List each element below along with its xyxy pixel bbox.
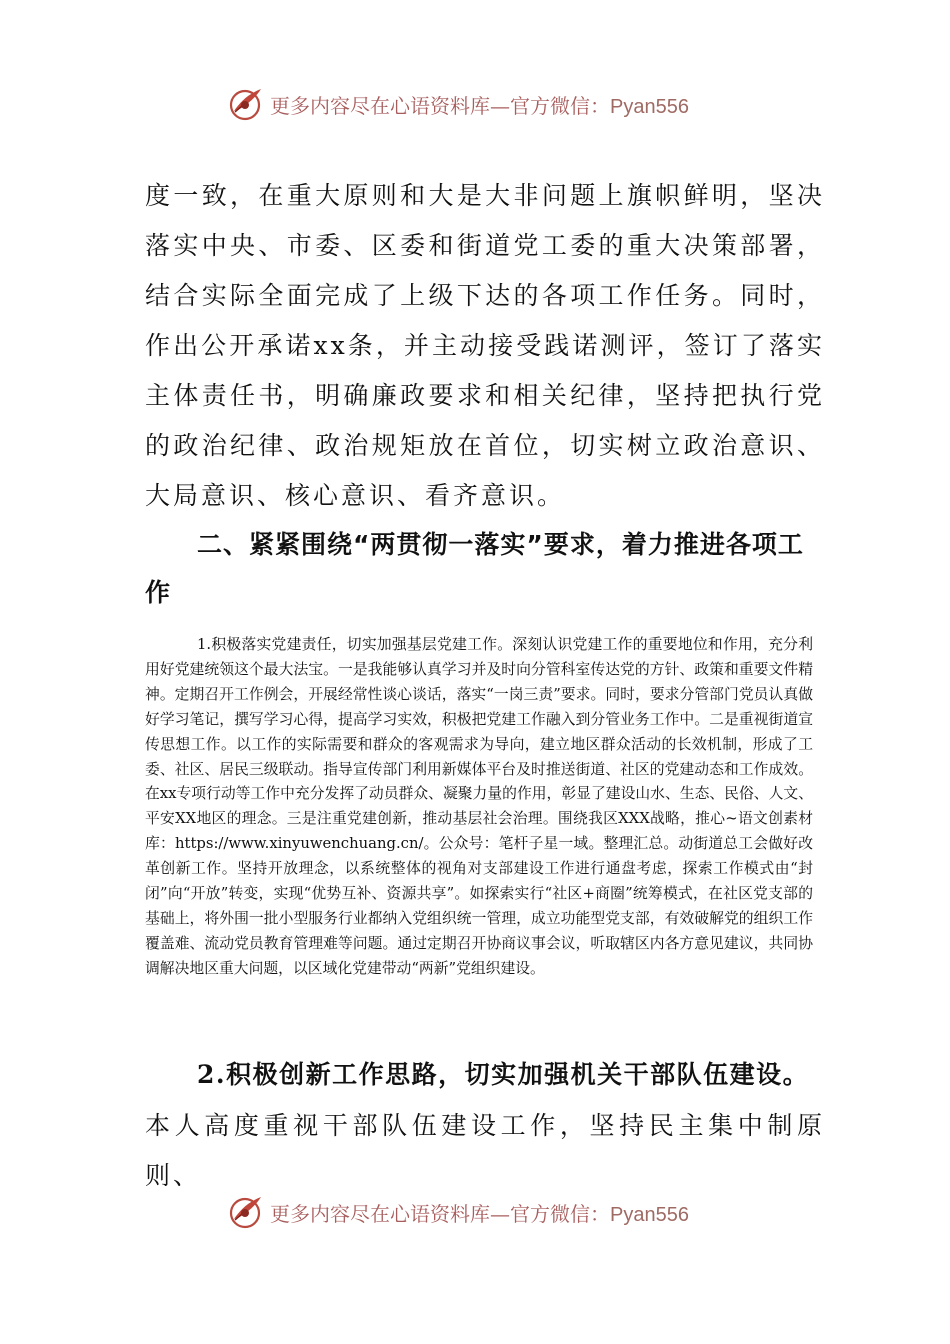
body-paragraph-bottom: 本人高度重视干部队伍建设工作，坚持民主集中制原则、	[145, 1111, 825, 1190]
wechat-id: Pyan556	[610, 1203, 689, 1226]
watermark-text: 更多内容尽在心语资料库—官方微信：Pyan556	[270, 1201, 689, 1226]
body-paragraph-1: 1.积极落实党建责任，切实加强基层党建工作。深刻认识党建工作的重要地位和作用，充分利用好党建统领这个最大法宝。一是我能够认真学习并及时向分管科室传达党的方针、政策和重要文件精神。定期召开工作例会，开展经常性谈心谈话，落实“一岗三责”要求。同时，要求分管部门党员认真做好学习笔记，撰写学习心得，提高学习实效，积极把党建工作融入到分管业务工作中。二是重视街道宣传思想工作。以工作的实际需要和群众的客观需求为导向，建立地区群众活动的长效机制，形成了工委、社区、居民三级联动。指导宣传部门利用新媒体平台及时推送街道、社区的党建动态和工作成效。在xx专项行动等工作中充分发挥了动员群众、凝聚力量的作用，彰显了建设山水、生态、民俗、人文、平安XX地区的理念。三是注重党建创新，推动基层社会治理。围绕我区XXX战略，推心~语文创素材库：https://www.xinyuwenchuang.cn/。公众号：笔杆子星一域。整理汇总。动街道总工会做好改革创新工作。坚持开放理念，以系统整体的视角对支部建设工作进行通盘考虑，探索工作模式由“封闭”向“开放”转变，实现“优势互补、资源共享”。如探索实行“社区+商圈”统筹模式，在社区党支部的基础上，将外围一批小型服务行业都纳入党组织统一管理，成立功能型党支部，有效破解党的组织工作覆盖难、流动党员教育管理难等问题。通过定期召开协商议事会议，听取辖区内各方意见建议，共同协调解决地区重大问题，以区域化党建带动“两新”党组织建设。	[145, 636, 813, 977]
quill-logo-icon	[226, 84, 266, 124]
watermark-text: 更多内容尽在心语资料库—官方微信：Pyan556	[270, 93, 689, 118]
body-paragraph-top: 度一致，在重大原则和大是大非问题上旗帜鲜明，坚决落实中央、市委、区委和街道党工委的重大决策部署，结合实际全面完成了上级下达的各项工作任务。同时，作出公开承诺xx条，并主动接受践诺测评，签订了落实主体责任书，明确廉政要求和相关纪律，坚持把执行党的政治纪律、政治规矩放在首位，切实树立政治意识、大局意识、核心意识、看齐意识。	[145, 181, 825, 510]
wechat-id: Pyan556	[610, 95, 689, 118]
section-heading-2: 二、紧紧围绕“两贯彻一落实”要求，着力推进各项工作	[145, 530, 804, 607]
quill-logo-icon	[226, 1192, 266, 1232]
subheading-2: 2.积极创新工作思路，切实加强机关干部队伍建设。	[197, 1060, 810, 1089]
watermark-header	[226, 82, 746, 126]
watermark-footer	[226, 1190, 746, 1234]
